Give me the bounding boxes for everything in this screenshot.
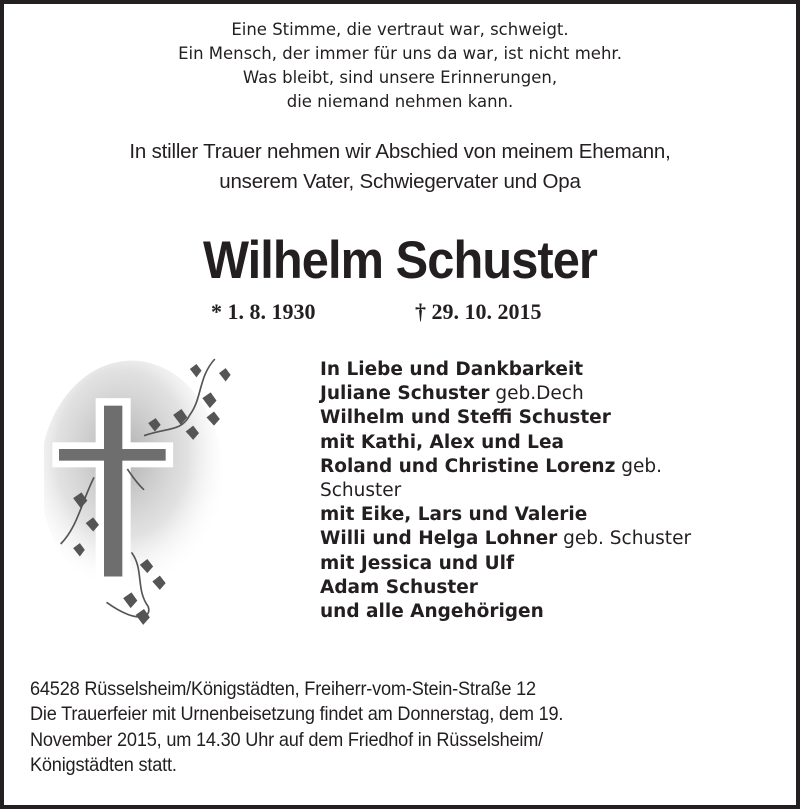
family-line: mit Jessica und Ulf [320, 552, 515, 574]
family-line: mit Eike, Lars und Valerie [320, 504, 588, 526]
family-line: und alle Angehörigen [320, 601, 544, 623]
poem-line: Eine Stimme, die vertraut war, schweigt. [231, 20, 569, 39]
family-line: Adam Schuster [320, 576, 478, 598]
poem-line: Was bleibt, sind unsere Erinnerungen, [242, 68, 558, 87]
poem-line: Ein Mensch, der immer für uns da war, ist nicht mehr. [178, 44, 622, 63]
family-line: In Liebe und Dankbarkeit [320, 359, 584, 380]
intro-line: In stiller Trauer nehmen wir Abschied von meinem Ehemann, [129, 140, 671, 163]
birth-date: * 1. 8. 1930 [211, 299, 316, 324]
family-line: Roland und Christine Lorenz geb. [320, 455, 662, 477]
ceremony-line: Die Trauerfeier mit Urnenbeisetzung findet am Donnerstag, dem 19. [30, 703, 564, 726]
deceased-name: Wilhelm Schuster [203, 231, 597, 290]
funeral-details [30, 677, 793, 778]
memorial-poem [4, 18, 796, 114]
cross-with-ivy-icon [44, 324, 244, 664]
intro-line: unserem Vater, Schwiegervater und Opa [219, 170, 581, 193]
address-line: 64528 Rüsselsheim/Königstädten, Freiherr-vom-Stein-Straße 12 [30, 678, 536, 700]
family-signatories [320, 358, 790, 624]
death-date: † 29. 10. 2015 [415, 299, 542, 324]
mourning-intro [4, 137, 796, 197]
ceremony-line: November 2015, um 14.30 Uhr auf dem Friedhof in Rüsselsheim/ [30, 728, 543, 751]
family-line: Juliane Schuster geb.Dech [320, 383, 584, 405]
ceremony-line: Königstädten statt. [30, 753, 177, 776]
family-line: Wilhelm und Steffi Schuster [320, 407, 611, 429]
family-line: mit Kathi, Alex und Lea [320, 431, 564, 453]
family-line: Schuster [320, 480, 402, 502]
poem-line: die niemand nehmen kann. [286, 92, 514, 111]
obituary-notice [4, 4, 796, 805]
family-line: Willi und Helga Lohner geb. Schuster [320, 528, 692, 550]
